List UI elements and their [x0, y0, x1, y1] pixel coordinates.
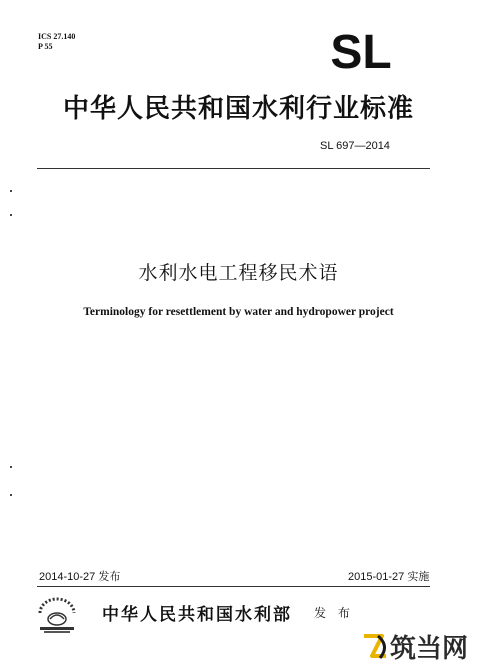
footer-rule [37, 586, 430, 587]
margin-mark [10, 190, 12, 192]
ics-code: ICS 27.140 [38, 32, 76, 41]
ministry-seal-icon [34, 597, 80, 635]
margin-mark [10, 494, 12, 496]
document-title-cn: 水利水电工程移民术语 [138, 262, 339, 284]
document-title-en: Terminology for resettlement by water and hydropower project [83, 306, 394, 318]
standard-code: SL 697—2014 [320, 140, 390, 152]
category-code: P 55 [38, 42, 53, 51]
publisher-name: 中华人民共和国水利部 [102, 605, 292, 625]
standard-title: 中华人民共和国水利行业标准 [62, 94, 414, 124]
header-rule [37, 168, 430, 169]
effective-date: 2015-01-27 实施 [348, 571, 430, 583]
sl-logo-text: SL [330, 30, 392, 74]
margin-mark [10, 214, 12, 216]
issue-date: 2014-10-27 发布 [39, 571, 121, 583]
ics-block [38, 32, 75, 52]
margin-mark [10, 466, 12, 468]
sl-logo [314, 30, 408, 74]
publisher-suffix: 发 布 [314, 606, 354, 620]
watermark-text: 筑当网 [390, 634, 469, 664]
